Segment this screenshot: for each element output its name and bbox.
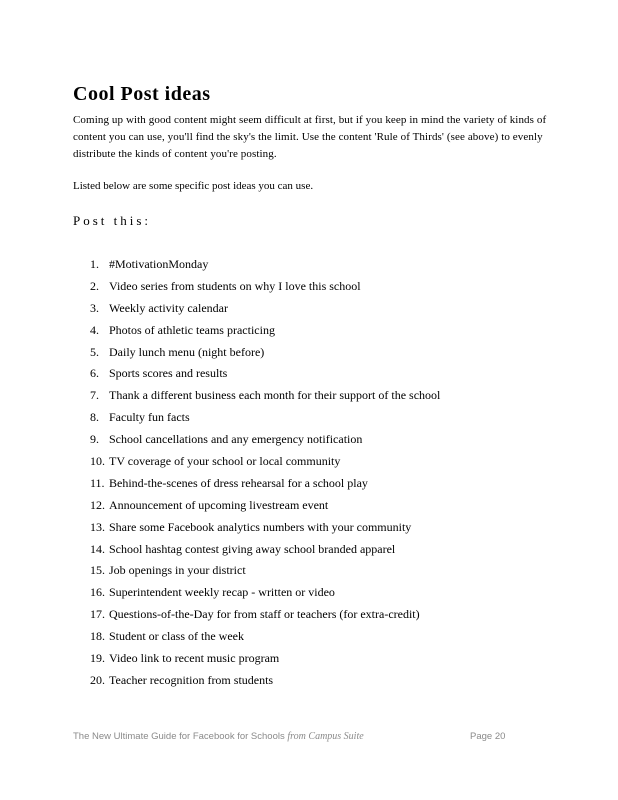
list-item-number: 19. bbox=[90, 651, 105, 666]
footer-from-text: from Campus Suite bbox=[287, 731, 364, 742]
list-item bbox=[90, 385, 440, 407]
list-item-text: Job openings in your district bbox=[109, 563, 246, 578]
listed-below-text: Listed below are some specific post ideas you can use. bbox=[73, 180, 314, 192]
list-item-text: Announcement of upcoming livestream event bbox=[109, 497, 329, 512]
list-item-text: Teacher recognition from students bbox=[109, 672, 274, 687]
list-item-number: 6. bbox=[90, 366, 99, 381]
list-item-number: 7. bbox=[90, 388, 99, 403]
post-ideas-list bbox=[90, 254, 440, 692]
list-item-text: TV coverage of your school or local community bbox=[109, 454, 341, 469]
list-item bbox=[90, 670, 440, 692]
list-item-text: Weekly activity calendar bbox=[109, 300, 228, 315]
list-item-text: School cancellations and any emergency notification bbox=[109, 432, 363, 447]
list-item-number: 10. bbox=[90, 454, 105, 469]
list-item-number: 4. bbox=[90, 322, 99, 337]
footer-title-text: The New Ultimate Guide for Facebook for Schools bbox=[73, 731, 285, 742]
list-item-text: Video link to recent music program bbox=[109, 651, 280, 666]
list-item-text: Photos of athletic teams practicing bbox=[109, 322, 275, 337]
list-item bbox=[90, 407, 440, 429]
list-item-text: Thank a different business each month for their support of the school bbox=[109, 388, 441, 403]
list-item-text: Sports scores and results bbox=[109, 366, 228, 381]
list-item bbox=[90, 342, 440, 364]
list-item bbox=[90, 517, 440, 539]
list-item-number: 12. bbox=[90, 497, 105, 512]
list-item-number: 14. bbox=[90, 541, 105, 556]
list-item bbox=[90, 495, 440, 517]
list-item-text: Daily lunch menu (night before) bbox=[109, 344, 265, 359]
list-item bbox=[90, 473, 440, 495]
list-item-number: 20. bbox=[90, 672, 105, 687]
page-title: Cool Post ideas bbox=[73, 83, 211, 105]
list-item-number: 16. bbox=[90, 585, 105, 600]
list-item bbox=[90, 254, 440, 276]
list-item bbox=[90, 298, 440, 320]
list-item bbox=[90, 626, 440, 648]
list-item-number: 8. bbox=[90, 410, 99, 425]
list-item bbox=[90, 363, 440, 385]
list-item-text: Behind-the-scenes of dress rehearsal for a school play bbox=[109, 475, 368, 490]
list-item bbox=[90, 276, 440, 298]
list-item-number: 17. bbox=[90, 607, 105, 622]
list-item bbox=[90, 539, 440, 561]
list-item-text: Video series from students on why I love this school bbox=[109, 278, 361, 293]
list-item-text: Share some Facebook analytics numbers with your community bbox=[109, 519, 412, 534]
post-this-heading: Post this: bbox=[73, 213, 152, 228]
list-item-text: School hashtag contest giving away school branded apparel bbox=[109, 541, 396, 556]
list-item-text: #MotivationMonday bbox=[109, 257, 209, 271]
list-item-text: Questions-of-the-Day for from staff or teachers (for extra-credit) bbox=[109, 607, 420, 622]
list-item bbox=[90, 429, 440, 451]
list-item bbox=[90, 560, 440, 582]
list-item-number: 18. bbox=[90, 629, 105, 644]
list-item-number: 1. bbox=[90, 257, 99, 271]
list-item-number: 9. bbox=[90, 432, 99, 447]
list-item-number: 15. bbox=[90, 563, 105, 578]
list-item-number: 3. bbox=[90, 300, 99, 315]
list-item-text: Superintendent weekly recap - written or video bbox=[109, 585, 335, 600]
list-item-number: 2. bbox=[90, 278, 99, 293]
list-item bbox=[90, 320, 440, 342]
list-item bbox=[90, 582, 440, 604]
footer-page-number: Page 20 bbox=[470, 731, 506, 742]
list-item-text: Faculty fun facts bbox=[109, 410, 190, 425]
list-item bbox=[90, 648, 440, 670]
list-item-text: Student or class of the week bbox=[109, 629, 244, 644]
list-item-number: 11. bbox=[90, 475, 105, 490]
footer-guide-title bbox=[73, 731, 364, 743]
list-item bbox=[90, 451, 440, 473]
intro-paragraph: Coming up with good content might seem difficult at first, but if you keep in mind the variety of kinds of content you can use, you'll find the sky's the limit. Use the content 'Rule of Thirds' (see above) to evenly distribute the kinds of content you're posting. bbox=[73, 114, 547, 160]
list-item-number: 5. bbox=[90, 344, 99, 359]
list-item-number: 13. bbox=[90, 519, 105, 534]
list-item bbox=[90, 604, 440, 626]
